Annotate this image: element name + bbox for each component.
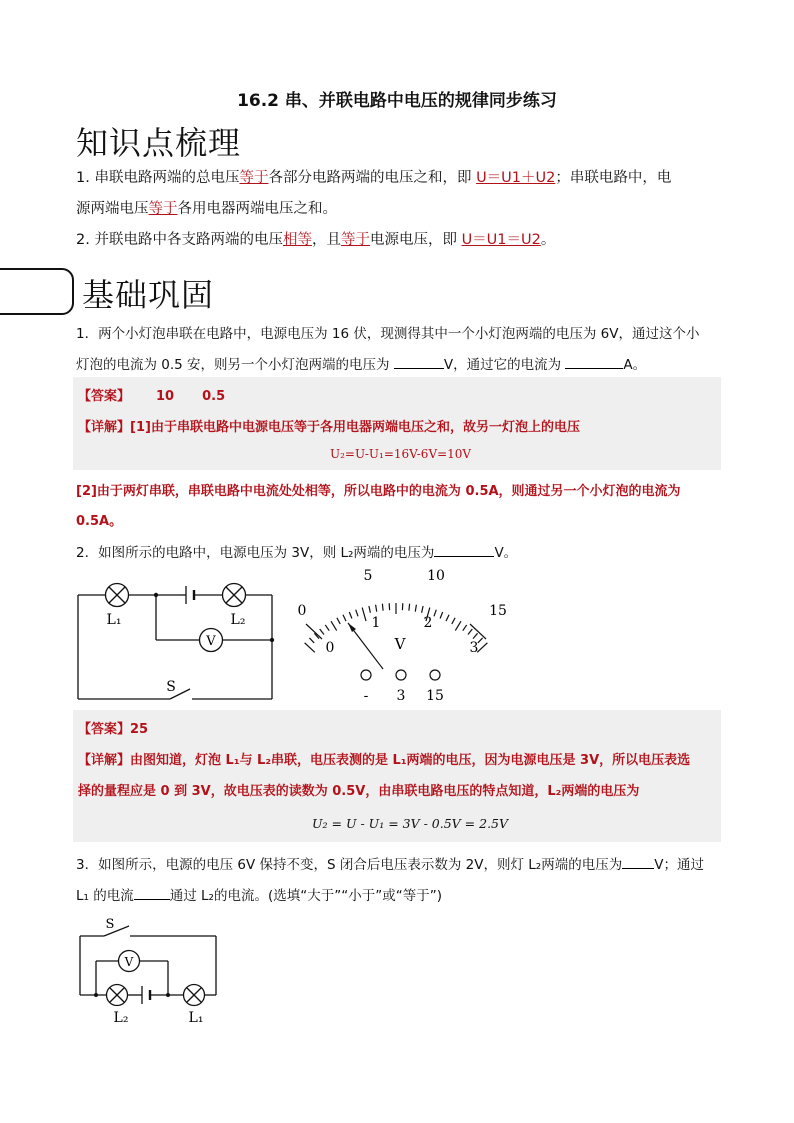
dial-tick: [331, 621, 337, 630]
dial-tick: [463, 625, 467, 631]
dial-tick: [349, 612, 352, 619]
knowledge-point-2: 2. 并联电路中各支路两端的电压相等，且等于电源电压，即 U＝U1＝U2。: [76, 232, 556, 248]
fig3-l1-label: L₁: [188, 1010, 204, 1026]
dial-tick: [478, 638, 483, 643]
fig3-voltmeter-label: V: [124, 955, 134, 969]
knowledge-point-1-line2: 源两端电压等于各用电器两端电压之和。: [76, 201, 337, 217]
fig3-l2-label: L₂: [113, 1010, 129, 1026]
dial-tick: [356, 610, 358, 617]
fig3-switch-label: S: [105, 917, 115, 932]
dial-tick: [309, 638, 314, 643]
terminal-neg-icon: [361, 670, 371, 680]
dial-bottom-3: 3: [469, 640, 479, 656]
dial-bottom-0: 0: [325, 640, 335, 656]
question-2: 2．如图所示的电路中，电源电压为 3V，则 L₂两端的电压为 V。: [76, 545, 518, 561]
fig1-switch-label: S: [166, 679, 176, 695]
detail-2-line2: 择的量程应是 0 到 3V，故电压表的读数为 0.5V，由串联电路电压的特点知道，L₂两端的电压为: [78, 784, 640, 799]
fig1-l2-label: L₂: [230, 612, 246, 628]
detail-1-line1: 【详解】[1]由于串联电路中电源电压等于各用电器两端电压之和，故另一灯泡上的电压: [78, 420, 580, 435]
answer-equal-1: 等于: [239, 170, 269, 186]
formula-parallel: U＝U1＝U2: [461, 232, 541, 248]
dial-top-0: 0: [297, 603, 307, 619]
dial-tick: [455, 621, 461, 630]
formula-series: U＝U1＋U2: [476, 170, 556, 186]
dial-tick: [473, 633, 478, 638]
answer-equal-2: 等于: [148, 201, 178, 217]
dial-tick: [422, 606, 424, 613]
question-3-line2: L₁ 的电流 通过 L₂的电流。(选填“大于”“小于”或“等于”): [76, 888, 442, 904]
blank-3: [434, 556, 494, 557]
dial-tick: [376, 605, 377, 612]
circuit-diagram-q2: [74, 575, 284, 705]
question-1-line2: 灯泡的电流为 0.5 安，则另一个小灯泡两端的电压为 V，通过它的电流为 A。: [76, 357, 647, 373]
dial-tick: [343, 615, 346, 621]
detail-1-formula: U₂=U-U₁=16V-6V=10V: [330, 447, 472, 461]
answer-equal-3: 相等: [282, 232, 312, 248]
detail-1-line2: [2]由于两灯串联，串联电路中电流处处相等，所以电路中的电流为 0.5A，则通过另一个小灯泡的电流为: [76, 484, 681, 499]
terminal-15-label: 15: [426, 688, 444, 704]
dial-top-10: 10: [427, 568, 445, 584]
dial-tick: [415, 605, 416, 612]
answer-band-2: [73, 710, 721, 742]
answer-1: 【答案】 10 0.5: [78, 389, 226, 404]
fig1-voltmeter-label: V: [206, 634, 216, 649]
dial-bottom-2: 2: [423, 615, 433, 631]
knowledge-point-1-line1: 1. 串联电路两端的总电压等于各部分电路两端的电压之和，即 U＝U1＋U2；串联电路中，电: [76, 170, 672, 186]
dial-top-5: 5: [363, 568, 373, 584]
dial-tick: [337, 618, 340, 624]
detail-1-line3: 0.5A。: [76, 514, 123, 529]
dial-tick: [446, 615, 449, 621]
detail-2-line1: 【详解】由图知道，灯泡 L₁与 L₂串联，电压表测的是 L₁两端的电压，因为电源电压是 3V，所以电压表选: [78, 753, 691, 768]
dial-bottom-1: 1: [371, 615, 381, 631]
dial-tick: [477, 643, 487, 653]
answer-equal-4: 等于: [340, 232, 370, 248]
terminal-3-icon: [396, 670, 406, 680]
blank-2: [565, 368, 623, 369]
terminal-neg-label: -: [363, 688, 369, 704]
dial-tick: [440, 612, 443, 619]
dial-tick: [305, 643, 315, 653]
blank-4: [622, 868, 654, 869]
dial-tick: [468, 629, 472, 635]
dial-tick: [369, 606, 371, 613]
section-marker-box: [0, 268, 74, 315]
dial-tick: [434, 610, 436, 617]
blank-1: [394, 368, 444, 369]
blank-5: [134, 899, 170, 900]
question-1-line1: 1．两个小灯泡串联在电路中，电源电压为 16 伏，现测得其中一个小灯泡两端的电压为 6V，通过这个小: [76, 326, 700, 342]
terminal-3-label: 3: [396, 688, 406, 704]
page-title: 16.2 串、并联电路中电压的规律同步练习: [237, 91, 557, 111]
fig1-l1-label: L₁: [106, 612, 122, 628]
terminal-15-icon: [430, 670, 440, 680]
section-heading-knowledge: 知识点梳理: [76, 124, 242, 162]
dial-top-15: 15: [489, 603, 507, 619]
answer-2: 【答案】25: [78, 722, 149, 737]
dial-tick: [325, 625, 329, 631]
dial-tick: [409, 604, 410, 611]
section-heading-basics: 基础巩固: [82, 276, 215, 314]
dial-tick: [362, 608, 366, 622]
dial-tick: [382, 604, 383, 611]
dial-unit: V: [394, 635, 406, 653]
dial-tick: [320, 629, 324, 635]
circuit-diagram-q3: [74, 912, 224, 1027]
question-3-line1: 3．如图所示，电源的电压 6V 保持不变，S 闭合后电压表示数为 2V，则灯 L₂两端的电压为 V；通过: [76, 857, 704, 873]
detail-2-formula: U₂ = U - U₁ = 3V - 0.5V = 2.5V: [312, 816, 509, 831]
voltmeter-dial: [290, 563, 520, 708]
dial-tick: [452, 618, 455, 624]
